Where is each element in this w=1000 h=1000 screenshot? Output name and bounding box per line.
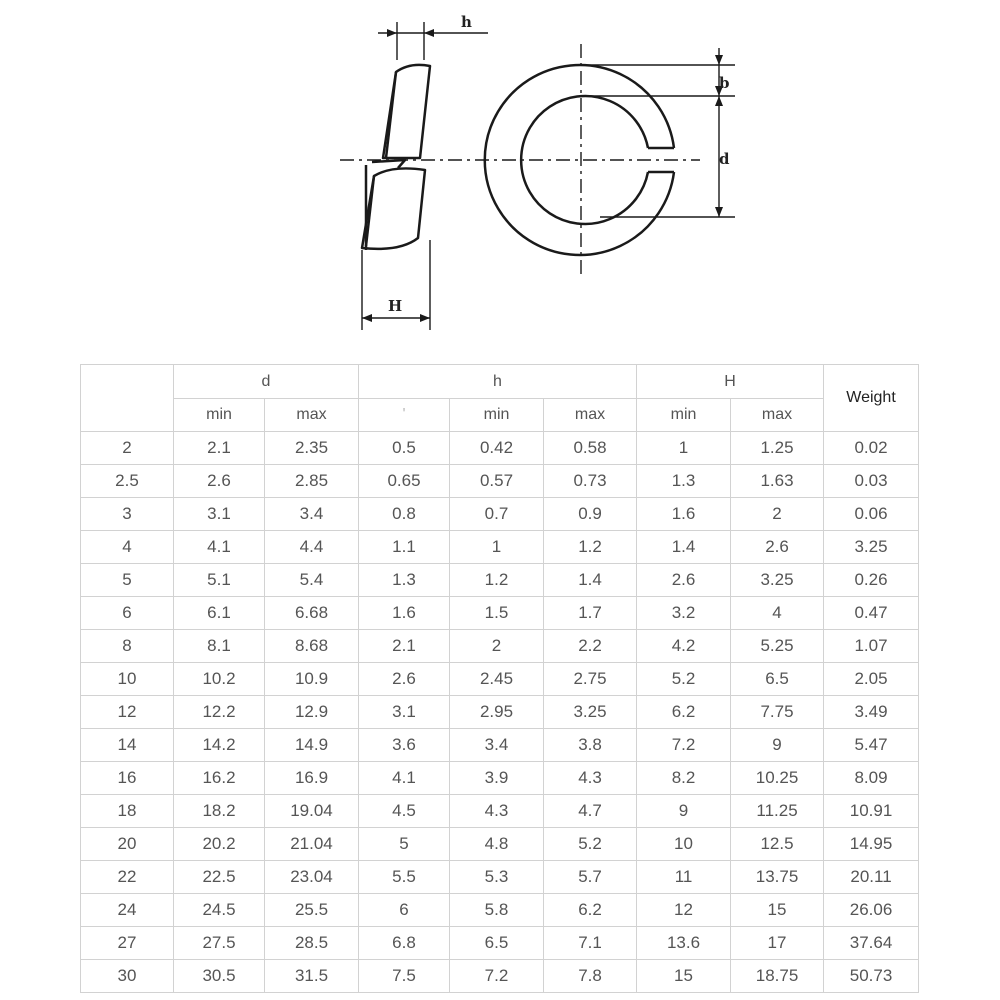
d-max-cell: 2.35: [265, 432, 359, 465]
H-min-cell: 1.4: [637, 531, 731, 564]
H-min-cell: 1: [637, 432, 731, 465]
group-header-h: h: [359, 365, 637, 399]
size-cell: 4: [81, 531, 174, 564]
h-min-cell: 1: [450, 531, 544, 564]
H-min-cell: 4.2: [637, 630, 731, 663]
H-max-cell: 17: [731, 927, 824, 960]
H-max-cell: 1.25: [731, 432, 824, 465]
h-max-cell: 1.7: [544, 597, 637, 630]
H-max-cell: 6.5: [731, 663, 824, 696]
h-min-cell: 3.9: [450, 762, 544, 795]
table-row: [81, 927, 919, 960]
h-max-cell: 5.7: [544, 861, 637, 894]
table-row: [81, 663, 919, 696]
weight-cell: 26.06: [824, 894, 919, 927]
d-min-cell: 27.5: [174, 927, 265, 960]
size-cell: 2.5: [81, 465, 174, 498]
size-cell: 6: [81, 597, 174, 630]
H-min-header: min: [637, 399, 731, 432]
h-nominal-cell: 6.8: [359, 927, 450, 960]
h-max-cell: 7.1: [544, 927, 637, 960]
table-row: [81, 828, 919, 861]
size-cell: 10: [81, 663, 174, 696]
H-max-cell: 11.25: [731, 795, 824, 828]
d-max-cell: 25.5: [265, 894, 359, 927]
h-min-cell: 1.2: [450, 564, 544, 597]
H-max-cell: 2.6: [731, 531, 824, 564]
d-max-cell: 31.5: [265, 960, 359, 993]
d-min-cell: 5.1: [174, 564, 265, 597]
H-max-cell: 18.75: [731, 960, 824, 993]
h-nominal-cell: 1.6: [359, 597, 450, 630]
h-max-cell: 2.75: [544, 663, 637, 696]
d-max-cell: 6.68: [265, 597, 359, 630]
h-min-cell: 6.5: [450, 927, 544, 960]
d-min-cell: 22.5: [174, 861, 265, 894]
weight-cell: 8.09: [824, 762, 919, 795]
h-nominal-cell: 5: [359, 828, 450, 861]
table-row: [81, 630, 919, 663]
h-min-cell: 5.8: [450, 894, 544, 927]
d-min-cell: 4.1: [174, 531, 265, 564]
h-max-cell: 0.73: [544, 465, 637, 498]
size-cell: 22: [81, 861, 174, 894]
h-min-cell: 4.8: [450, 828, 544, 861]
d-min-cell: 2.1: [174, 432, 265, 465]
d-min-cell: 20.2: [174, 828, 265, 861]
H-min-cell: 2.6: [637, 564, 731, 597]
h-nominal-cell: 6: [359, 894, 450, 927]
h-nominal-cell: 7.5: [359, 960, 450, 993]
d-min-cell: 2.6: [174, 465, 265, 498]
table-row: [81, 861, 919, 894]
h-min-cell: 0.7: [450, 498, 544, 531]
H-min-cell: 3.2: [637, 597, 731, 630]
h-max-cell: 3.8: [544, 729, 637, 762]
d-max-cell: 5.4: [265, 564, 359, 597]
weight-cell: 20.11: [824, 861, 919, 894]
table-row: [81, 762, 919, 795]
size-cell: 27: [81, 927, 174, 960]
h-min-cell: 3.4: [450, 729, 544, 762]
table-row: [81, 465, 919, 498]
h-nominal-cell: 0.65: [359, 465, 450, 498]
corner-cell: [81, 365, 174, 432]
washer-drawing: [0, 0, 1000, 365]
h-max-cell: 3.25: [544, 696, 637, 729]
h-max-cell: 4.7: [544, 795, 637, 828]
H-min-cell: 1.3: [637, 465, 731, 498]
h-max-cell: 1.2: [544, 531, 637, 564]
weight-cell: 50.73: [824, 960, 919, 993]
table-row: [81, 498, 919, 531]
dimension-label-d: d: [719, 150, 730, 168]
h-nominal-cell: 3.6: [359, 729, 450, 762]
table-row: [81, 795, 919, 828]
h-min-cell: 2.95: [450, 696, 544, 729]
d-min-cell: 6.1: [174, 597, 265, 630]
d-max-cell: 19.04: [265, 795, 359, 828]
d-max-cell: 16.9: [265, 762, 359, 795]
H-max-cell: 12.5: [731, 828, 824, 861]
H-max-cell: 2: [731, 498, 824, 531]
table-row: [81, 729, 919, 762]
table-row: [81, 696, 919, 729]
h-min-cell: 1.5: [450, 597, 544, 630]
h-max-cell: 6.2: [544, 894, 637, 927]
H-min-cell: 9: [637, 795, 731, 828]
size-cell: 8: [81, 630, 174, 663]
size-cell: 20: [81, 828, 174, 861]
h-min-cell: 7.2: [450, 960, 544, 993]
d-max-cell: 2.85: [265, 465, 359, 498]
size-cell: 12: [81, 696, 174, 729]
H-max-cell: 5.25: [731, 630, 824, 663]
H-max-header: max: [731, 399, 824, 432]
H-max-cell: 9: [731, 729, 824, 762]
d-min-header: min: [174, 399, 265, 432]
h-nominal-cell: 4.1: [359, 762, 450, 795]
H-min-cell: 6.2: [637, 696, 731, 729]
dimension-label-H: H: [388, 297, 403, 315]
H-min-cell: 11: [637, 861, 731, 894]
h-nominal-header: ': [359, 399, 450, 432]
H-min-cell: 5.2: [637, 663, 731, 696]
d-min-cell: 16.2: [174, 762, 265, 795]
h-max-cell: 5.2: [544, 828, 637, 861]
h-nominal-cell: 2.6: [359, 663, 450, 696]
size-cell: 5: [81, 564, 174, 597]
group-header-H: H: [637, 365, 824, 399]
table-row: [81, 597, 919, 630]
table-row: [81, 432, 919, 465]
h-min-cell: 4.3: [450, 795, 544, 828]
weight-cell: 5.47: [824, 729, 919, 762]
d-max-cell: 3.4: [265, 498, 359, 531]
h-nominal-cell: 4.5: [359, 795, 450, 828]
H-min-cell: 1.6: [637, 498, 731, 531]
d-min-cell: 3.1: [174, 498, 265, 531]
d-min-cell: 18.2: [174, 795, 265, 828]
H-min-cell: 8.2: [637, 762, 731, 795]
d-max-cell: 28.5: [265, 927, 359, 960]
weight-cell: 3.49: [824, 696, 919, 729]
weight-cell: 10.91: [824, 795, 919, 828]
h-nominal-cell: 1.3: [359, 564, 450, 597]
H-min-cell: 15: [637, 960, 731, 993]
weight-cell: 37.64: [824, 927, 919, 960]
h-min-cell: 0.42: [450, 432, 544, 465]
weight-cell: 3.25: [824, 531, 919, 564]
H-max-cell: 1.63: [731, 465, 824, 498]
h-nominal-cell: 3.1: [359, 696, 450, 729]
weight-header: Weight: [824, 365, 919, 432]
table-row: [81, 894, 919, 927]
d-min-cell: 30.5: [174, 960, 265, 993]
H-max-cell: 7.75: [731, 696, 824, 729]
H-min-cell: 10: [637, 828, 731, 861]
d-min-cell: 24.5: [174, 894, 265, 927]
weight-cell: 14.95: [824, 828, 919, 861]
d-max-cell: 10.9: [265, 663, 359, 696]
weight-cell: 2.05: [824, 663, 919, 696]
group-header-d: d: [174, 365, 359, 399]
h-max-cell: 7.8: [544, 960, 637, 993]
h-max-cell: 0.58: [544, 432, 637, 465]
h-nominal-cell: 0.8: [359, 498, 450, 531]
size-cell: 18: [81, 795, 174, 828]
H-max-cell: 10.25: [731, 762, 824, 795]
H-min-cell: 13.6: [637, 927, 731, 960]
h-nominal-cell: 1.1: [359, 531, 450, 564]
h-min-header: min: [450, 399, 544, 432]
h-nominal-cell: 5.5: [359, 861, 450, 894]
H-max-cell: 13.75: [731, 861, 824, 894]
H-min-cell: 7.2: [637, 729, 731, 762]
h-max-header: max: [544, 399, 637, 432]
dimension-label-b: b: [719, 74, 730, 92]
H-min-cell: 12: [637, 894, 731, 927]
table-row: [81, 960, 919, 993]
h-nominal-cell: 2.1: [359, 630, 450, 663]
H-max-cell: 3.25: [731, 564, 824, 597]
h-min-cell: 2: [450, 630, 544, 663]
H-max-cell: 15: [731, 894, 824, 927]
table-row: [81, 531, 919, 564]
washer-side-view: [362, 65, 430, 250]
weight-cell: 0.06: [824, 498, 919, 531]
size-cell: 3: [81, 498, 174, 531]
spec-table: [80, 364, 919, 993]
h-max-cell: 4.3: [544, 762, 637, 795]
size-cell: 24: [81, 894, 174, 927]
weight-cell: 1.07: [824, 630, 919, 663]
H-max-cell: 4: [731, 597, 824, 630]
d-min-cell: 12.2: [174, 696, 265, 729]
h-nominal-cell: 0.5: [359, 432, 450, 465]
d-max-cell: 14.9: [265, 729, 359, 762]
weight-cell: 0.26: [824, 564, 919, 597]
size-cell: 14: [81, 729, 174, 762]
d-max-header: max: [265, 399, 359, 432]
weight-cell: 0.47: [824, 597, 919, 630]
table-body: [81, 432, 919, 993]
h-min-cell: 5.3: [450, 861, 544, 894]
h-max-cell: 0.9: [544, 498, 637, 531]
h-min-cell: 2.45: [450, 663, 544, 696]
d-max-cell: 23.04: [265, 861, 359, 894]
d-min-cell: 8.1: [174, 630, 265, 663]
size-cell: 2: [81, 432, 174, 465]
size-cell: 30: [81, 960, 174, 993]
weight-cell: 0.02: [824, 432, 919, 465]
h-max-cell: 1.4: [544, 564, 637, 597]
d-min-cell: 10.2: [174, 663, 265, 696]
size-cell: 16: [81, 762, 174, 795]
d-max-cell: 8.68: [265, 630, 359, 663]
d-max-cell: 12.9: [265, 696, 359, 729]
dimension-label-h: h: [461, 13, 472, 31]
d-max-cell: 4.4: [265, 531, 359, 564]
weight-cell: 0.03: [824, 465, 919, 498]
d-min-cell: 14.2: [174, 729, 265, 762]
table-row: [81, 564, 919, 597]
h-min-cell: 0.57: [450, 465, 544, 498]
d-max-cell: 21.04: [265, 828, 359, 861]
h-max-cell: 2.2: [544, 630, 637, 663]
